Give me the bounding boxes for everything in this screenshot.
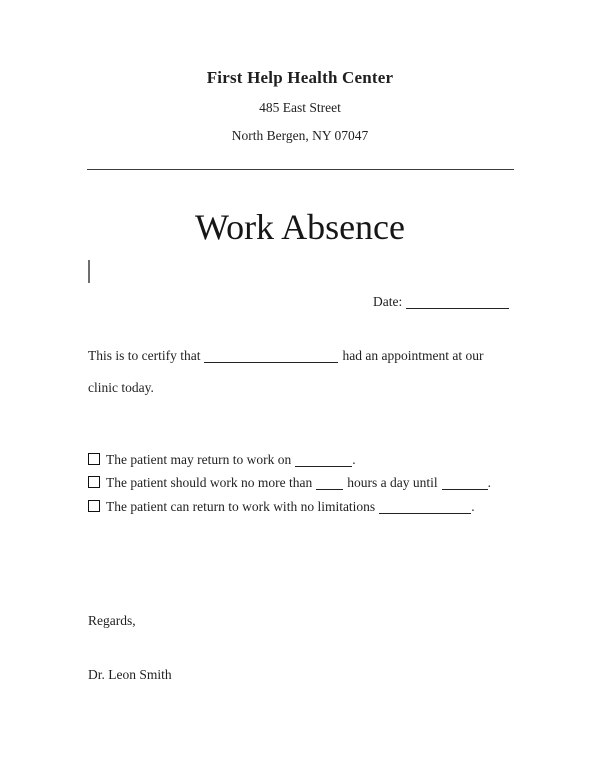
limited-hours-checkbox[interactable] (88, 476, 100, 488)
option-text-middle: hours a day until (347, 475, 438, 491)
certify-text-after: had an appointment at our (342, 348, 484, 363)
hours-blank-field[interactable] (316, 478, 343, 490)
option-text-after: . (471, 498, 475, 514)
clinic-address-street: 485 East Street (259, 100, 341, 115)
certify-line-1 (88, 348, 483, 364)
option-row-return-date (88, 448, 491, 471)
option-text-before: The patient can return to work with no limitations (106, 498, 376, 514)
letterhead-divider (87, 169, 514, 170)
absence-options-list (88, 448, 491, 518)
return-date-blank-field[interactable] (295, 455, 352, 467)
limitations-blank-field[interactable] (379, 502, 471, 514)
patient-name-blank-field[interactable] (204, 351, 338, 363)
date-label: Date: (373, 294, 403, 309)
certify-line-2 (88, 380, 154, 396)
clinic-address-city: North Bergen, NY 07047 (231, 128, 369, 143)
certify-text-before: This is to certify that (88, 348, 201, 363)
option-row-limited-hours (88, 471, 491, 494)
document-title: Work Absence (194, 207, 406, 247)
certify-text-line2: clinic today. (88, 380, 154, 395)
signature-name: Dr. Leon Smith (88, 667, 172, 682)
closing-text: Regards, (88, 613, 136, 628)
date-row (373, 294, 509, 310)
option-text-after: . (352, 452, 356, 467)
until-date-blank-field[interactable] (442, 478, 488, 490)
option-text-before: The patient should work no more than (106, 475, 313, 491)
no-limitations-checkbox[interactable] (88, 500, 100, 512)
option-text-before: The patient may return to work on (106, 452, 292, 467)
clinic-name: First Help Health Center (206, 68, 394, 87)
option-text-after: . (487, 475, 491, 491)
option-row-no-limitations (88, 495, 491, 518)
date-blank-field[interactable] (406, 297, 509, 309)
text-cursor (88, 260, 90, 283)
return-to-work-checkbox[interactable] (88, 453, 100, 465)
